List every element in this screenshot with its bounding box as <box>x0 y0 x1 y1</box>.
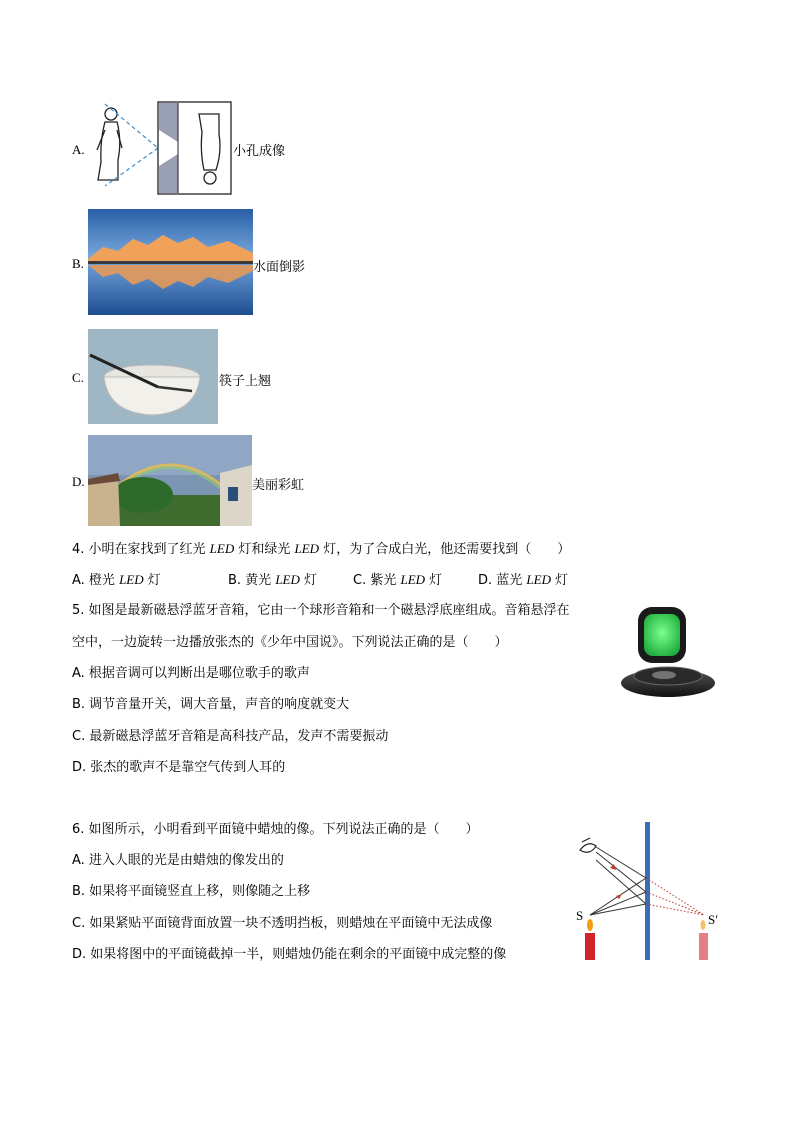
q5-option-a[interactable]: A. 根据音调可以判断出是哪位歌手的歌声 <box>72 666 310 681</box>
q6-stem: 6. 如图所示，小明看到平面镜中蜡烛的像。下列说法正确的是（ ） <box>72 822 479 837</box>
q5-option-d[interactable]: D. 张杰的歌声不是靠空气传到人耳的 <box>72 760 286 775</box>
pinhole-imaging-figure <box>88 100 233 196</box>
q5-stem-line2: 空中，一边旋转一边播放张杰的《少年中国说》。下列说法正确的是（ ） <box>72 635 508 650</box>
q6-option-a[interactable]: A. 进入人眼的光是由蜡烛的像发出的 <box>72 853 284 868</box>
mountain-reflection-photo <box>88 209 253 315</box>
option-c-letter: C. <box>72 370 84 385</box>
eye-icon <box>580 838 596 852</box>
label-s: S <box>576 908 584 923</box>
q4-option-c[interactable]: C. 紫光 LED 灯 <box>353 572 443 588</box>
option-b-letter: B. <box>72 256 84 271</box>
option-a-letter: A. <box>72 142 85 157</box>
q6-option-c[interactable]: C. 如果紧贴平面镜背面放置一块不透明挡板，则蜡烛在平面镜中无法成像 <box>72 916 493 931</box>
q5-option-c[interactable]: C. 最新磁悬浮蓝牙音箱是高科技产品，发声不需要振动 <box>72 729 389 744</box>
q4-option-b[interactable]: B. 黄光 LED 灯 <box>228 572 318 588</box>
option-d-caption: 美丽彩虹 <box>252 478 305 493</box>
q6-option-b[interactable]: B. 如果将平面镜竖直上移，则像随之上移 <box>72 884 311 899</box>
chopstick-bowl-photo <box>88 329 218 424</box>
q4-stem: 4. 小明在家找到了红光 LED 灯和绿光 LED 灯，为了合成白光，他还需要找到（ ） <box>72 541 571 557</box>
q5-option-b[interactable]: B. 调节音量开关，调大音量，声音的响度就变大 <box>72 697 350 712</box>
plane-mirror-candle-figure <box>572 820 722 965</box>
option-b-caption: 水面倒影 <box>253 260 306 275</box>
q6-option-d[interactable]: D. 如果将图中的平面镜截掉一半，则蜡烛仍能在剩余的平面镜中成完整的像 <box>72 947 507 962</box>
q4-option-a[interactable]: A. 橙光 LED 灯 <box>72 572 161 588</box>
q4-option-d[interactable]: D. 蓝光 LED 灯 <box>478 572 569 588</box>
option-d-letter: D. <box>72 474 85 489</box>
q5-stem-line1: 5. 如图是最新磁悬浮蓝牙音箱，它由一个球形音箱和一个磁悬浮底座组成。音箱悬浮在 <box>72 603 570 618</box>
rainbow-photo <box>88 435 252 526</box>
option-a-caption: 小孔成像 <box>233 144 286 159</box>
label-s-prime: S′ <box>708 912 719 927</box>
option-c-caption: 筷子上翘 <box>219 374 272 389</box>
levitating-speaker-figure <box>618 604 722 704</box>
